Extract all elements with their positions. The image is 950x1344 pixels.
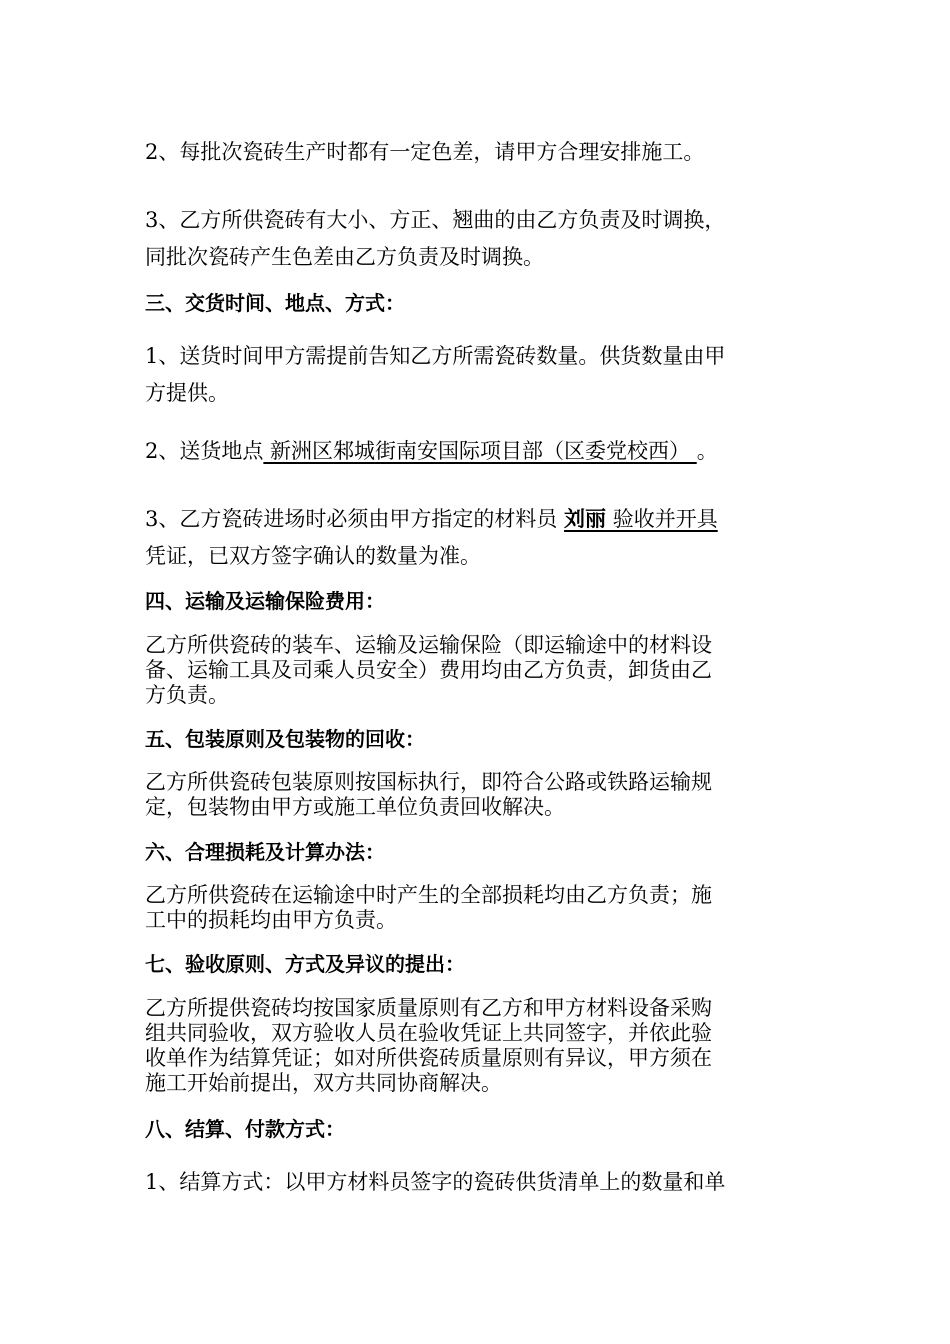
- inspector-label: 3、乙方瓷砖进场时必须由甲方指定的材料员: [145, 507, 565, 531]
- section-heading-6: 六、合理损耗及计算办法：: [145, 840, 385, 864]
- clause-8-item-1-line-1: 1、结算方式：以甲方材料员签字的瓷砖供货清单上的数量和单: [145, 1170, 726, 1194]
- delivery-location-value: 新洲区邾城街南安国际项目部（区委党校西）: [263, 439, 697, 463]
- section-heading-7: 七、验收原则、方式及异议的提出：: [145, 952, 465, 976]
- section-heading-5: 五、包装原则及包装物的回收：: [145, 727, 425, 751]
- clause-6-line-2: 工中的损耗均由甲方负责。: [145, 908, 397, 932]
- inspector-name: 刘丽: [564, 507, 607, 531]
- section-heading-3: 三、交货时间、地点、方式：: [145, 291, 405, 315]
- clause-3-item-1-line-2: 方提供。: [145, 381, 229, 405]
- section-heading-4: 四、运输及运输保险费用：: [145, 589, 385, 613]
- clause-2-item-2: 2、每批次瓷砖生产时都有一定色差，请甲方合理安排施工。: [145, 140, 705, 164]
- clause-3-item-1-line-1: 1、送货时间甲方需提前告知乙方所需瓷砖数量。供货数量由甲: [145, 344, 726, 368]
- clause-3-item-3-line-1: [145, 507, 718, 531]
- clause-6-line-1: 乙方所供瓷砖在运输途中时产生的全部损耗均由乙方负责；施: [145, 883, 712, 907]
- clause-7-line-3: 收单作为结算凭证；如对所供瓷砖质量原则有异议，甲方须在: [145, 1046, 712, 1070]
- clause-7-line-1: 乙方所提供瓷砖均按国家质量原则有乙方和甲方材料设备采购: [145, 996, 712, 1020]
- delivery-location-label: 2、送货地点: [145, 439, 264, 463]
- inspector-suffix: 验收并开具: [606, 507, 718, 531]
- clause-7-line-2: 组共同验收，双方验收人员在验收凭证上共同签字，并依此验: [145, 1021, 712, 1045]
- clause-5-line-1: 乙方所供瓷砖包装原则按国标执行，即符合公路或铁路运输规: [145, 770, 712, 794]
- clause-2-item-3-line-1: 3、乙方所供瓷砖有大小、方正、翘曲的由乙方负责及时调换，: [145, 208, 726, 232]
- clause-4-line-2: 备、运输工具及司乘人员安全）费用均由乙方负责，卸货由乙: [145, 658, 712, 682]
- section-heading-8: 八、结算、付款方式：: [145, 1117, 345, 1141]
- clause-2-item-3-line-2: 同批次瓷砖产生色差由乙方负责及时调换。: [145, 245, 544, 269]
- clause-5-line-2: 定，包装物由甲方或施工单位负责回收解决。: [145, 795, 565, 819]
- clause-3-item-2: [145, 439, 718, 463]
- clause-7-line-4: 施工开始前提出，双方共同协商解决。: [145, 1071, 502, 1095]
- clause-3-item-3-line-2: 凭证，已双方签字确认的数量为准。: [145, 544, 481, 568]
- clause-4-line-1: 乙方所供瓷砖的装车、运输及运输保险（即运输途中的材料设: [145, 633, 712, 657]
- delivery-location-suffix: 。: [696, 439, 718, 463]
- clause-4-line-3: 方负责。: [145, 683, 229, 707]
